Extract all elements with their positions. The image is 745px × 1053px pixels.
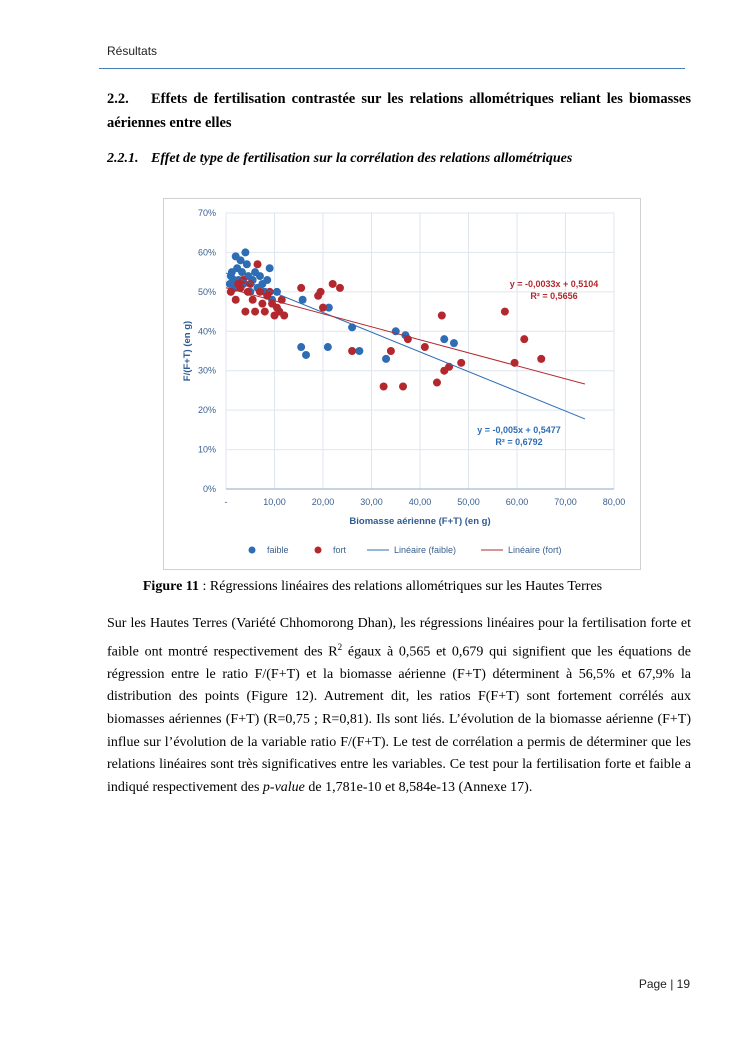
paragraph-part-2: égaux à 0,565 et 0,679 qui signifient que les équations de régression entre le ratio F/(F+T) et la biomasse aérienne (F+T) déterminent à 56,5% et 67,9% la distribution des points (Figure 12). Autrement dit, les ratios F(F+T) sont fortement corrélés aux biomasses aériennes (F+T) (R=0,75 ; R=0,81). Ils sont liés. L’évolution de la biomasse aérienne (F+T) influe sur l’évolution de la variable ratio F/(F+T). Le test de corrélation a permis de déterminer que les relations linéaires sont très significatives entre les variables. Ce test pour la fertilisation forte et faible a indiqué respectivement des xyxy=(107,644,691,795)
data-point-faible xyxy=(302,351,310,359)
data-point-fort xyxy=(297,284,305,292)
data-point-faible xyxy=(266,264,274,272)
legend-marker-fort xyxy=(315,547,322,554)
subsection-heading xyxy=(107,151,572,167)
data-point-fort xyxy=(254,260,262,268)
data-point-fort xyxy=(329,280,337,288)
data-point-fort xyxy=(319,304,327,312)
legend-label: Linéaire (fort) xyxy=(508,545,562,555)
data-point-faible xyxy=(241,248,249,256)
y-axis-title: F/(F+T) (en g) xyxy=(182,320,193,382)
data-point-faible xyxy=(450,339,458,347)
data-point-fort xyxy=(537,355,545,363)
chart-svg xyxy=(164,199,642,571)
data-point-fort xyxy=(421,343,429,351)
data-point-fort xyxy=(520,335,528,343)
subsection-title: Effet de type de fertilisation sur la corrélation des relations allométriques xyxy=(151,151,573,166)
trendline-r-squared: R² = 0,5656 xyxy=(530,291,578,301)
data-point-fort xyxy=(249,296,257,304)
y-tick-label: 70% xyxy=(197,208,216,218)
data-point-fort xyxy=(280,312,288,320)
data-point-faible xyxy=(256,272,264,280)
x-tick-label: 60,00 xyxy=(505,497,529,507)
p-value-term: p-value xyxy=(262,779,305,795)
y-tick-label: 0% xyxy=(202,484,216,494)
data-point-faible xyxy=(297,343,305,351)
data-point-fort xyxy=(251,308,259,316)
data-point-fort xyxy=(256,288,264,296)
data-point-fort xyxy=(336,284,344,292)
data-point-fort xyxy=(348,347,356,355)
data-point-fort xyxy=(317,288,325,296)
data-point-faible xyxy=(382,355,390,363)
data-point-fort xyxy=(387,347,395,355)
paragraph-part-3: de 1,781e-10 et 8,584e-13 (Annexe 17). xyxy=(304,779,533,795)
y-tick-label: 40% xyxy=(197,326,216,337)
data-point-fort xyxy=(438,312,446,320)
figure-caption-text: : Régressions linéaires des relations allométriques sur les Hautes Terres xyxy=(199,579,603,594)
legend-label: fort xyxy=(333,545,347,555)
x-tick-label: 30,00 xyxy=(360,497,383,507)
trendline-equation: y = -0,005x + 0,5477 xyxy=(477,425,561,435)
body-paragraph xyxy=(107,613,691,799)
section-title: Effets de fertilisation contrastée sur les relations allométriques reliant les biomasses aériennes entre elles xyxy=(107,91,691,131)
x-tick-label: 40,00 xyxy=(408,497,432,507)
data-point-faible xyxy=(324,343,332,351)
header-rule xyxy=(99,68,685,69)
r-squared-superscript: 2 xyxy=(337,641,343,652)
paragraph-part-1: Sur les Hautes Terres (Variété Chhomorong Dhan), les régressions linéaires pour la fertilisation forte et faible ont montré respectivement des R xyxy=(107,616,691,660)
data-point-fort xyxy=(232,296,240,304)
y-tick-label: 10% xyxy=(197,444,216,455)
data-point-fort xyxy=(457,359,465,367)
running-header: Résultats xyxy=(107,44,158,58)
x-tick-label: 20,00 xyxy=(311,497,335,507)
x-tick-label: 70,00 xyxy=(554,497,577,507)
figure-caption xyxy=(0,579,745,595)
data-point-fort xyxy=(258,300,266,308)
data-point-faible xyxy=(440,335,448,343)
y-tick-label: 20% xyxy=(197,405,216,416)
figure-label: Figure 11 xyxy=(142,579,200,594)
legend-label: faible xyxy=(267,545,289,555)
data-point-fort xyxy=(241,308,249,316)
y-tick-label: 60% xyxy=(197,247,216,258)
data-point-fort xyxy=(261,308,269,316)
data-point-fort xyxy=(501,308,509,316)
trendline-equation: y = -0,0033x + 0,5104 xyxy=(509,279,599,289)
legend-marker-faible xyxy=(249,547,256,554)
page-number: Page | 19 xyxy=(638,977,690,991)
legend-label: Linéaire (faible) xyxy=(394,545,457,555)
x-tick-label: 50,00 xyxy=(457,497,480,507)
subsection-number: 2.2.1. xyxy=(107,151,139,166)
y-tick-label: 30% xyxy=(197,365,216,376)
x-axis-title: Biomasse aérienne (F+T) (en g) xyxy=(349,516,491,527)
data-point-faible xyxy=(243,260,251,268)
x-tick-label: - xyxy=(224,497,228,507)
data-point-faible xyxy=(263,276,271,284)
data-point-fort xyxy=(433,379,441,387)
data-point-faible xyxy=(355,347,363,355)
scatter-chart xyxy=(163,198,641,570)
x-tick-label: 80,00 xyxy=(602,497,626,507)
trendline-fort xyxy=(226,288,585,384)
data-point-fort xyxy=(399,382,407,390)
trendline-r-squared: R² = 0,6792 xyxy=(495,437,543,447)
section-number: 2.2. xyxy=(107,91,129,107)
section-heading xyxy=(107,87,691,135)
x-tick-label: 10,00 xyxy=(263,497,286,507)
data-point-fort xyxy=(380,382,388,390)
y-tick-label: 50% xyxy=(197,286,216,297)
